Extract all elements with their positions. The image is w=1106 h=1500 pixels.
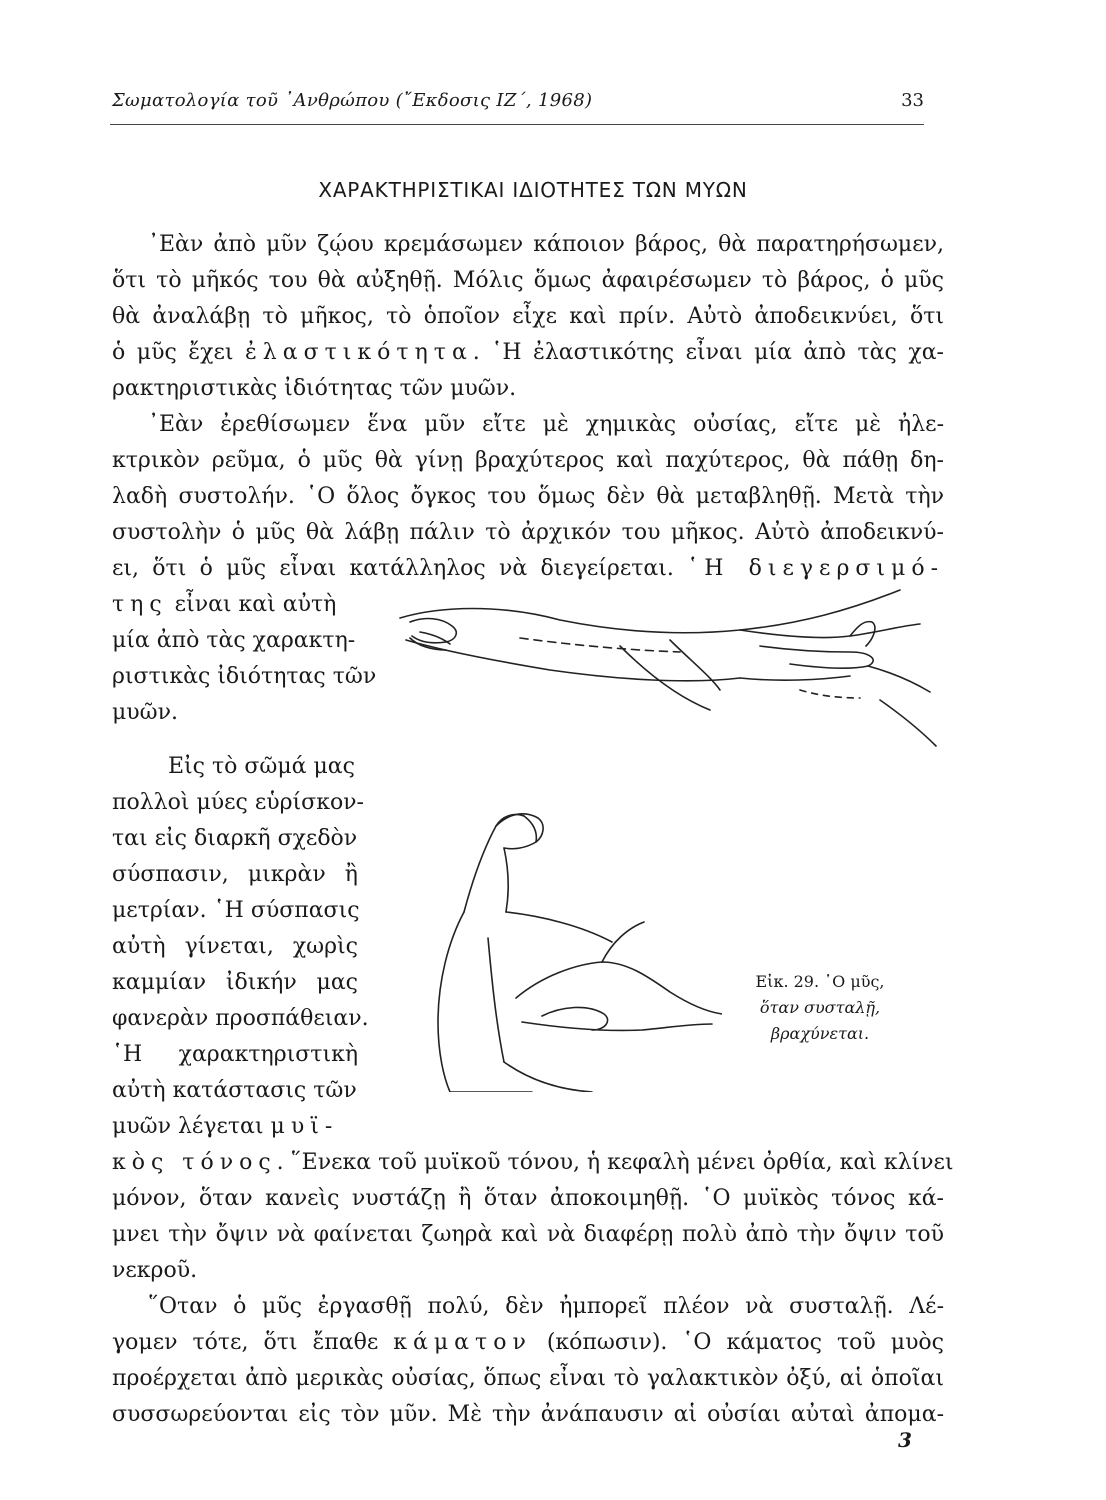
spaced-term-fatigue: κάματον <box>393 1330 532 1355</box>
text-line <box>112 338 944 368</box>
text-span: ει, ὅτι ὁ μῦς εἶναι κατάλληλος νὰ διεγείρεται. <box>112 556 688 581</box>
text-line <box>112 1328 944 1358</box>
text-line: λαδὴ συστολήν. ῾Ο ὅλος ὄγκος του ὅμως δὲν θὰ μεταβληθῇ. Μετὰ τὴν <box>112 484 944 509</box>
text-line: προέρχεται ἀπὸ μερικὰς οὐσίας, ὅπως εἶναι τὸ γαλακτικὸν ὀξύ, αἱ ὁποῖαι <box>112 1366 944 1391</box>
text-line: καμμίαν ἰδικήν μας <box>112 970 358 995</box>
text-span: (κόπωσιν). ῾Ο κάματος τοῦ μυὸς <box>531 1330 945 1355</box>
text-line: νεκροῦ. <box>112 1258 198 1283</box>
text-span: μυῶν λέγεται <box>112 1114 271 1139</box>
text-line: μνει τὴν ὄψιν νὰ φαίνεται ζωηρὰ καὶ νὰ διαφέρῃ πολὺ ἀπὸ τὴν ὄψιν τοῦ <box>112 1222 944 1247</box>
text-line: μυῶν. <box>112 700 178 725</box>
text-line: ρακτηριστικὰς ἰδιότητας τῶν μυῶν. <box>112 376 517 401</box>
spaced-term-excitability-end: της <box>112 592 168 617</box>
text-line: φανερὰν προσπάθειαν. <box>112 1006 369 1031</box>
text-span: ὁ μῦς ἔχει <box>112 340 245 365</box>
arm-stimulation-illustration <box>380 580 950 750</box>
text-span: . ῾Η ἐλαστικότης εἶναι μία ἀπὸ τὰς χα- <box>472 340 944 365</box>
text-span: εἶναι καὶ αὐτὴ <box>167 592 337 617</box>
spaced-term-muscle-tone-end: κὸς τόνος <box>112 1150 277 1175</box>
text-line: συσσωρεύονται εἰς τὸν μῦν. Μὲ τὴν ἀνάπαυσιν αἱ οὐσίαι αὐταὶ ἀπομα- <box>112 1402 944 1427</box>
text-line: ται εἰς διαρκῆ σχεδὸν <box>112 826 358 851</box>
text-line: ᾿Εὰν ἐρεθίσωμεν ἕνα μῦν εἴτε μὲ χημικὰς οὐσίας, εἴτε μὲ ἠλε- <box>148 412 944 437</box>
text-line: μετρίαν. ῾Η σύσπασις <box>112 898 360 923</box>
text-line: ᾿Εὰν ἀπὸ μῦν ζῴου κρεμάσωμεν κάποιον βάρος, θὰ παρατηρήσωμεν, <box>148 232 944 257</box>
text-line <box>112 1148 954 1178</box>
text-line: αὐτὴ γίνεται, χωρὶς <box>112 934 358 959</box>
text-line: σύσπασιν, μικρὰν ἢ <box>112 862 358 887</box>
spaced-term-elasticity: ἐλαστικότητα <box>245 340 473 365</box>
caption-line: βραχύνεται. <box>770 1024 870 1043</box>
spaced-term-excitability: ῾Η διεγερσιμό- <box>687 556 945 581</box>
text-line: πολλοὶ μύες εὑρίσκον- <box>112 790 364 815</box>
section-title: ΧΑΡΑΚΤΗΡΙΣΤΙΚΑΙ ΙΔΙΟΤΗΤΕΣ ΤΩΝ ΜΥΩΝ <box>318 178 748 202</box>
page-number: 33 <box>901 90 924 111</box>
text-span: . ῞Ενεκα τοῦ μυϊκοῦ τόνου, ἡ κεφαλὴ μένει ὀρθία, καὶ κλίνει <box>276 1150 954 1175</box>
text-line: Εἰς τὸ σῶμά μας <box>168 754 355 779</box>
caption-line: ὅταν συσταλῇ, <box>759 998 881 1017</box>
text-line <box>112 1112 338 1142</box>
text-line: κτρικὸν ρεῦμα, ὁ μῦς θὰ γίνῃ βραχύτερος καὶ παχύτερος, θὰ πάθῃ δη- <box>112 448 944 473</box>
spaced-term-muscle-tone: μυϊ- <box>270 1114 339 1139</box>
text-line: συστολὴν ὁ μῦς θὰ λάβῃ πάλιν τὸ ἀρχικόν του μῆκος. Αὐτὸ ἀποδεικνύ- <box>112 520 944 545</box>
text-line: ὅτι τὸ μῆκός του θὰ αὐξηθῇ. Μόλις ὅμως ἀφαιρέσωμεν τὸ βάρος, ὁ μῦς <box>112 268 944 293</box>
text-line: θὰ ἀναλάβῃ τὸ μῆκος, τὸ ὁποῖον εἶχε καὶ πρίν. Αὐτὸ ἀποδεικνύει, ὅτι <box>112 304 944 329</box>
text-line: ῞Οταν ὁ μῦς ἐργασθῇ πολύ, δὲν ἠμπορεῖ πλέον νὰ συσταλῇ. Λέ- <box>148 1294 944 1319</box>
text-line: ῾Η χαρακτηριστικὴ <box>112 1042 358 1067</box>
caption-line: Εἰκ. 29. ῾Ο μῦς, <box>755 972 885 991</box>
text-line: μία ἀπὸ τὰς χαρακτη- <box>112 628 356 653</box>
text-span: γομεν τότε, ὅτι ἔπαθε <box>112 1330 394 1355</box>
running-header: Σωματολογία τοῦ ᾿Ανθρώπου (῎Εκδοσις ΙΖ΄, 1968) <box>112 90 593 111</box>
text-line: ριστικὰς ἰδιότητας τῶν <box>112 664 377 689</box>
text-line <box>112 590 336 620</box>
flexed-arm-illustration <box>392 792 722 1092</box>
text-line: αὐτὴ κατάστασις τῶν <box>112 1078 357 1103</box>
folio-signature: 3 <box>898 1428 912 1452</box>
text-line: μόνον, ὅταν κανεὶς νυστάζῃ ἢ ὅταν ἀποκοιμηθῇ. ῾Ο μυϊκὸς τόνος κά- <box>112 1186 944 1211</box>
header-rule <box>110 124 924 125</box>
